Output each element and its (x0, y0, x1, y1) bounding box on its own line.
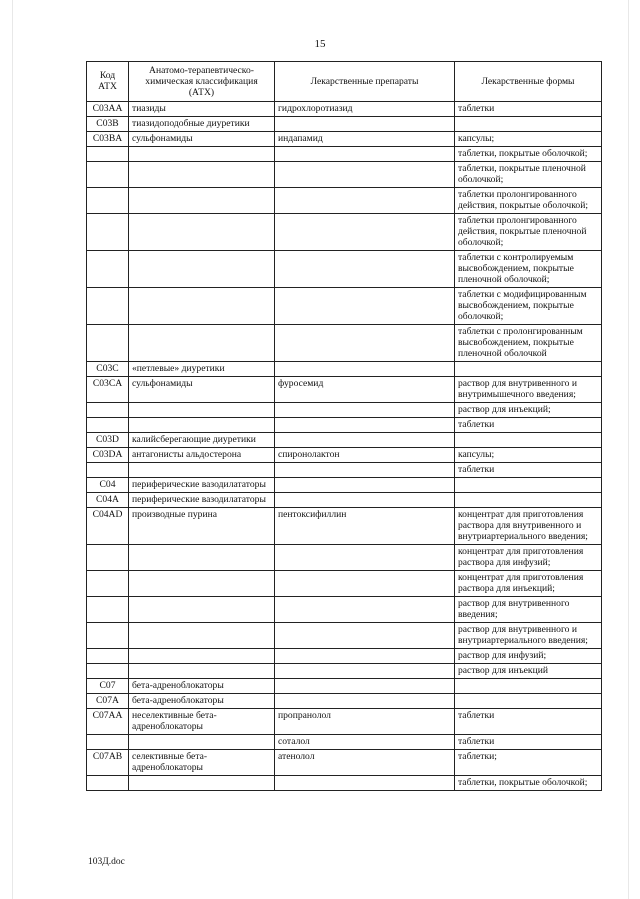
cell-code (87, 735, 129, 750)
cell-drug (275, 679, 455, 694)
cell-classification: сульфонамиды (129, 377, 275, 403)
cell-code: C03B (87, 117, 129, 132)
cell-form: концентрат для приготовления раствора для инфузий; (455, 545, 602, 571)
cell-code (87, 162, 129, 188)
cell-form: таблетки с контролируемым высвобождением, покрытые пленочной оболочкой; (455, 251, 602, 288)
cell-form: таблетки; (455, 750, 602, 776)
cell-form: таблетки, покрытые оболочкой; (455, 147, 602, 162)
table-row (87, 288, 602, 325)
table-row (87, 735, 602, 750)
cell-drug (275, 649, 455, 664)
cell-classification (129, 623, 275, 649)
cell-form: раствор для внутривенного введения; (455, 597, 602, 623)
cell-code (87, 649, 129, 664)
cell-form: капсулы; (455, 132, 602, 147)
cell-drug (275, 147, 455, 162)
table-row (87, 750, 602, 776)
cell-classification: калийсберегающие диуретики (129, 433, 275, 448)
cell-classification (129, 418, 275, 433)
cell-classification (129, 214, 275, 251)
cell-drug (275, 463, 455, 478)
cell-classification (129, 403, 275, 418)
cell-form: капсулы; (455, 448, 602, 463)
cell-code (87, 418, 129, 433)
header-code: Код АТХ (87, 62, 129, 102)
table-row (87, 709, 602, 735)
table-row (87, 418, 602, 433)
cell-code (87, 403, 129, 418)
cell-form: раствор для внутривенного и внутримышечного введения; (455, 377, 602, 403)
table-row (87, 377, 602, 403)
cell-drug: спиронолактон (275, 448, 455, 463)
table-row (87, 162, 602, 188)
cell-drug (275, 545, 455, 571)
cell-drug: пропранолол (275, 709, 455, 735)
cell-code (87, 325, 129, 362)
cell-code (87, 463, 129, 478)
cell-drug (275, 325, 455, 362)
table-row (87, 448, 602, 463)
cell-code (87, 545, 129, 571)
table-row (87, 188, 602, 214)
cell-drug (275, 418, 455, 433)
cell-classification (129, 147, 275, 162)
atc-table (86, 61, 602, 791)
cell-form: таблетки с модифицированным высвобождением, покрытые оболочкой; (455, 288, 602, 325)
scan-edge-left (12, 0, 13, 899)
header-classification: Анатомо-терапевтическо-химическая классификация (АТХ) (129, 62, 275, 102)
table-row (87, 679, 602, 694)
cell-classification (129, 188, 275, 214)
cell-form: раствор для инъекций; (455, 403, 602, 418)
cell-code (87, 776, 129, 791)
table-body (87, 102, 602, 791)
cell-form: таблетки (455, 102, 602, 117)
cell-classification (129, 571, 275, 597)
table-row (87, 545, 602, 571)
cell-drug (275, 623, 455, 649)
table-row (87, 478, 602, 493)
cell-drug (275, 403, 455, 418)
cell-classification: селективные бета-адреноблокаторы (129, 750, 275, 776)
table-row (87, 623, 602, 649)
cell-code: C07AB (87, 750, 129, 776)
cell-code: C07AA (87, 709, 129, 735)
cell-form: таблетки, покрытые оболочкой; (455, 776, 602, 791)
cell-classification (129, 288, 275, 325)
cell-classification (129, 162, 275, 188)
table-row (87, 102, 602, 117)
cell-classification: неселективные бета-адреноблокаторы (129, 709, 275, 735)
cell-code: C04 (87, 478, 129, 493)
cell-form: концентрат для приготовления раствора для инъекций; (455, 571, 602, 597)
table-row (87, 251, 602, 288)
table-row (87, 362, 602, 377)
cell-classification: антагонисты альдостерона (129, 448, 275, 463)
cell-form: таблетки с пролонгированным высвобождением, покрытые пленочной оболочкой (455, 325, 602, 362)
table-row (87, 597, 602, 623)
page-number: 15 (314, 38, 326, 50)
table-row (87, 649, 602, 664)
cell-drug: соталол (275, 735, 455, 750)
cell-code (87, 251, 129, 288)
cell-classification: периферические вазодилататоры (129, 493, 275, 508)
table-row (87, 571, 602, 597)
footer-filename: 103Д.doc (88, 857, 125, 867)
cell-classification (129, 545, 275, 571)
table-row (87, 117, 602, 132)
cell-form (455, 433, 602, 448)
cell-code (87, 188, 129, 214)
cell-drug (275, 214, 455, 251)
cell-form: таблетки (455, 463, 602, 478)
cell-classification (129, 597, 275, 623)
cell-form (455, 679, 602, 694)
cell-code (87, 623, 129, 649)
cell-drug: фуросемид (275, 377, 455, 403)
cell-form: таблетки (455, 418, 602, 433)
cell-form: таблетки пролонгированного действия, покрытые оболочкой; (455, 188, 602, 214)
cell-drug (275, 694, 455, 709)
table-row (87, 433, 602, 448)
table-row (87, 214, 602, 251)
table-row (87, 463, 602, 478)
cell-drug (275, 571, 455, 597)
cell-classification: бета-адреноблокаторы (129, 679, 275, 694)
table-header-row (87, 62, 602, 102)
cell-code: C03C (87, 362, 129, 377)
cell-form: таблетки пролонгированного действия, покрытые пленочной оболочкой; (455, 214, 602, 251)
cell-classification (129, 664, 275, 679)
cell-form (455, 117, 602, 132)
table-row (87, 147, 602, 162)
cell-code (87, 664, 129, 679)
cell-form: таблетки (455, 709, 602, 735)
header-drugs: Лекарственные препараты (275, 62, 455, 102)
cell-form (455, 478, 602, 493)
cell-code: C07 (87, 679, 129, 694)
cell-drug (275, 251, 455, 288)
table-row (87, 493, 602, 508)
cell-form: раствор для инъекций (455, 664, 602, 679)
cell-form: концентрат для приготовления раствора для внутривенного и внутриартериального введения; (455, 508, 602, 545)
table-row (87, 694, 602, 709)
table-row (87, 664, 602, 679)
cell-drug (275, 162, 455, 188)
cell-code: C03AA (87, 102, 129, 117)
cell-drug (275, 188, 455, 214)
cell-classification (129, 463, 275, 478)
cell-classification: сульфонамиды (129, 132, 275, 147)
cell-classification: производные пурина (129, 508, 275, 545)
header-forms: Лекарственные формы (455, 62, 602, 102)
cell-code: C03DA (87, 448, 129, 463)
cell-classification: бета-адреноблокаторы (129, 694, 275, 709)
cell-classification: «петлевые» диуретики (129, 362, 275, 377)
cell-drug (275, 362, 455, 377)
cell-code (87, 288, 129, 325)
table-row (87, 508, 602, 545)
cell-drug: индапамид (275, 132, 455, 147)
cell-code (87, 147, 129, 162)
cell-code (87, 597, 129, 623)
cell-drug: пентоксифиллин (275, 508, 455, 545)
cell-classification (129, 251, 275, 288)
table-row (87, 132, 602, 147)
cell-drug (275, 433, 455, 448)
cell-classification (129, 735, 275, 750)
cell-classification: тиазидоподобные диуретики (129, 117, 275, 132)
cell-form: таблетки (455, 735, 602, 750)
cell-drug (275, 597, 455, 623)
cell-form: таблетки, покрытые пленочной оболочкой; (455, 162, 602, 188)
cell-code: C03CA (87, 377, 129, 403)
cell-form (455, 493, 602, 508)
cell-drug (275, 478, 455, 493)
cell-code: C04A (87, 493, 129, 508)
cell-drug: атенолол (275, 750, 455, 776)
cell-classification: тиазиды (129, 102, 275, 117)
cell-classification (129, 649, 275, 664)
cell-form (455, 362, 602, 377)
table-row (87, 403, 602, 418)
cell-drug (275, 117, 455, 132)
cell-drug (275, 776, 455, 791)
cell-code (87, 571, 129, 597)
cell-classification (129, 325, 275, 362)
cell-classification: периферические вазодилататоры (129, 478, 275, 493)
table-row (87, 325, 602, 362)
scan-edge-right (628, 0, 629, 899)
cell-form (455, 694, 602, 709)
cell-drug (275, 288, 455, 325)
cell-form: раствор для инфузий; (455, 649, 602, 664)
cell-drug (275, 664, 455, 679)
cell-form: раствор для внутривенного и внутриартериального введения; (455, 623, 602, 649)
cell-code: C04AD (87, 508, 129, 545)
cell-code: C03D (87, 433, 129, 448)
cell-drug (275, 493, 455, 508)
cell-code: C07A (87, 694, 129, 709)
table-row (87, 776, 602, 791)
cell-classification (129, 776, 275, 791)
cell-code: C03BA (87, 132, 129, 147)
cell-code (87, 214, 129, 251)
cell-drug: гидрохлоротиазид (275, 102, 455, 117)
